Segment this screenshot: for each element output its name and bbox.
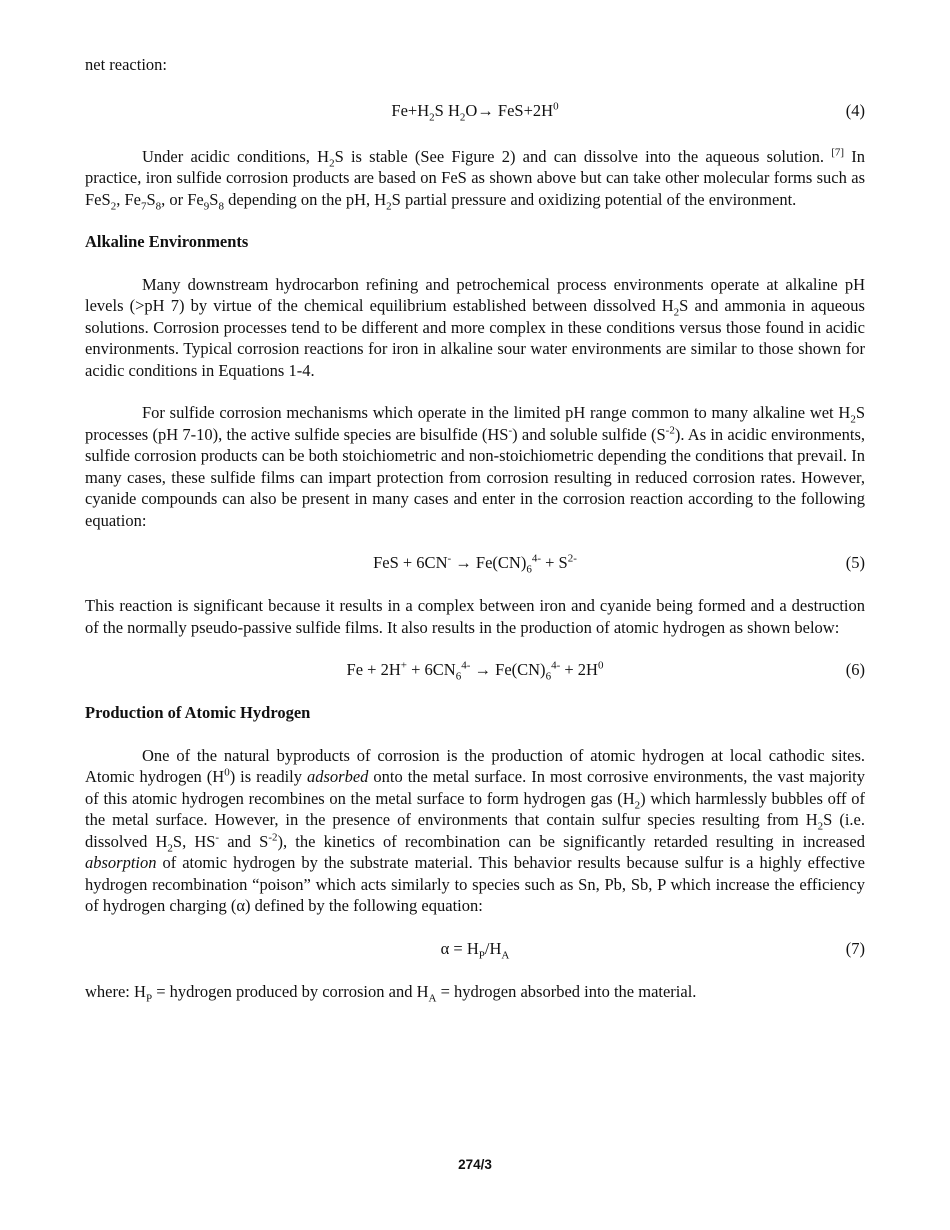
paragraph-cyanide-reaction: This reaction is significant because it results in a complex between iron and cyanide being formed and a destruction of the normally pseudo-passive sulfide films. It also results in the production of atomic hydrogen as shown below: <box>85 596 865 637</box>
equation-4-text: $Fe+H_2S$ $H_2O\to FeS+2H^0$ <box>391 100 559 123</box>
equation-5-text: FeS + $6CN^- \to Fe(CN)_6^{4-} + S^{2-}$ <box>373 552 577 576</box>
paragraph-where-definitions: where: $H_P$ = hydrogen produced by corrosion and $H_A$ = hydrogen absorbed into the material. <box>85 981 697 1004</box>
net-reaction-label: net reaction: <box>85 55 168 74</box>
equation-7-text: $\alpha = H_P/H_A$ <box>440 938 510 961</box>
paragraph-atomic-hydrogen: One of the natural byproducts of corrosion is the production of atomic hydrogen at local cathodic sites. Atomic hydrogen $(H^0)$ is readily adsorbed onto the metal surface. In most corrosive environments, the vast majority of this atomic hydrogen recombines on the metal surface to form hydrogen gas $(H_2)$ which harmlessly bubbles off of the metal surface. However, in the presence of environments that contain sulfur species resulting from $H_2S$ (i.e. dissolved $H_2S$, HS- and $S^{-2}$), the kinetics of recombination can be significantly retarded resulting in increased absorption of atomic hydrogen by the substrate material. This behavior results because sulfur is a highly effective hydrogen recombination “poison” which acts similarly to species such as Sn, Pb, Sb, P which increase the efficiency of hydrogen charging (α) defined by the following equation: <box>85 745 865 915</box>
document-page <box>85 54 865 1002</box>
equation-7 <box>85 938 865 960</box>
paragraph-acidic-conditions: Under acidic conditions, $H_2S$ is stable (See Figure 2) and can dissolve into the aqueous solution. [7] In practice, iron sulfide corrosion products are based on FeS as shown above but can take other molecular forms such as FeS$_2$, $Fe_7S_8$, or $Fe_9S_8$ depending on the pH, $H_2S$ partial pressure and oxidizing potential of the environment. <box>85 146 865 212</box>
equation-6-text: $Fe + 2H^+ + 6CN_6^{4-} \to Fe(CN)_6^{4-} + 2H^0$ <box>346 659 604 683</box>
equation-6 <box>85 659 865 681</box>
heading-production-atomic-hydrogen: Production of Atomic Hydrogen <box>85 703 311 722</box>
heading-alkaline-environments: Alkaline Environments <box>85 232 249 251</box>
paragraph-alkaline-1: Many downstream hydrocarbon refining and petrochemical process environments operate at alkaline pH levels (>pH 7) by virtue of the chemical equilibrium established between dissolved $H_2S$ and ammonia in aqueous solutions. Corrosion processes tend to be different and more complex in these conditions versus those found in acidic environments. Typical corrosion reactions for iron in alkaline sour water environments are similar to those shown for acidic conditions in Equations 1-4. <box>85 274 865 380</box>
equation-6-number: (6) <box>845 660 865 679</box>
equation-5-number: (5) <box>845 553 865 572</box>
paragraph-alkaline-2: For sulfide corrosion mechanisms which operate in the limited pH range common to many alkaline wet $H_2S$ processes (pH 7-10), the active sulfide species are bisulfide (HS-) and soluble sulfide $(S^{-2})$. As in acidic environments, sulfide corrosion products can be both stoichiometric and non-stoichiometric depending the conditions that prevail. In many cases, these sulfide films can impart protection from corrosion resulting in reduced corrosion rates. However, cyanide compounds can also be present in many cases and enter in the corrosion reaction according to the following equation: <box>85 403 865 530</box>
equation-5 <box>85 552 865 574</box>
page-number: 274/3 <box>458 1157 492 1172</box>
equation-4-number: (4) <box>845 100 865 120</box>
equation-4 <box>85 100 865 122</box>
equation-7-number: (7) <box>845 938 865 958</box>
